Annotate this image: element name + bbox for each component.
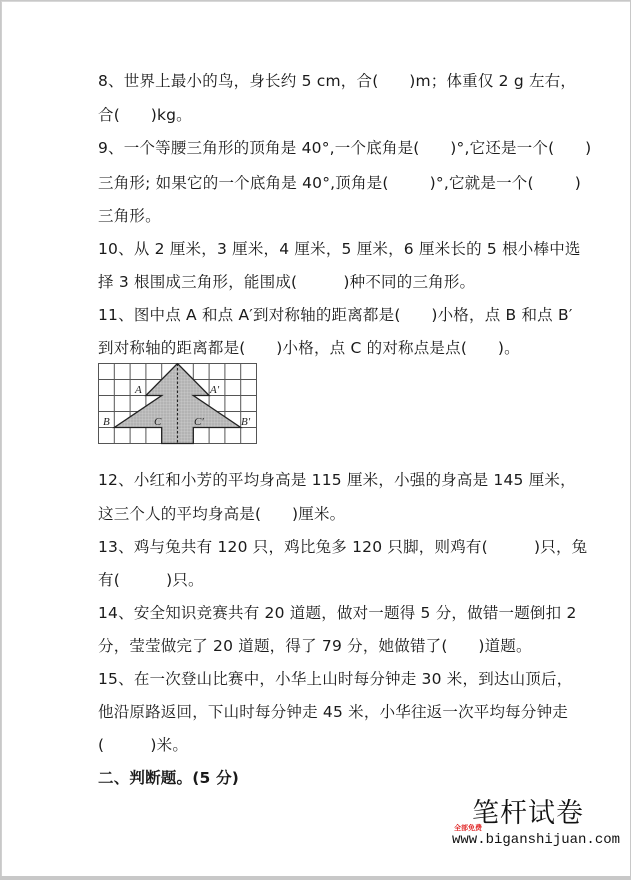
label-b: B xyxy=(103,416,110,428)
label-c-prime: C′ xyxy=(194,416,204,428)
question-8-line-1: 8、世界上最小的鸟，身长约 5 cm，合( )m；体重仅 2 g 左右， xyxy=(98,72,577,90)
question-12-line-1: 12、小红和小芳的平均身高是 115 厘米，小强的身高是 145 厘米， xyxy=(98,471,576,489)
question-14-line-1: 14、安全知识竞赛共有 20 道题，做对一题得 5 分，做错一题倒扣 2 xyxy=(98,604,577,622)
section-heading-judgement: 二、判断题。(5 分) xyxy=(98,769,240,787)
question-13-line-1: 13、鸡与兔共有 120 只，鸡比兔多 120 只脚，则鸡有( )只，兔 xyxy=(98,538,588,556)
question-10-line-1: 10、从 2 厘米，3 厘米，4 厘米，5 厘米，6 厘米长的 5 根小棒中选 xyxy=(98,240,581,258)
question-14-line-2: 分，莹莹做完了 20 道题，得了 79 分，她做错了( )道题。 xyxy=(98,637,532,655)
label-c: C xyxy=(154,416,162,428)
question-11-line-2: 到对称轴的距离都是( )小格，点 C 的对称点是点( )。 xyxy=(98,339,520,357)
watermark-title: 笔杆试卷 xyxy=(472,798,584,829)
grid-tree-diagram xyxy=(98,363,258,445)
question-15-line-3: ( )米。 xyxy=(98,736,189,754)
watermark-url: www.biganshijuan.com xyxy=(452,832,621,848)
question-10-line-2: 择 3 根围成三角形，能围成( )种不同的三角形。 xyxy=(98,273,476,291)
question-8-line-2: 合( )kg。 xyxy=(98,106,192,124)
question-11-line-1: 11、图中点 A 和点 A′到对称轴的距离都是( )小格，点 B 和点 B′ xyxy=(98,306,573,324)
watermark-logo xyxy=(454,798,624,858)
question-13-line-2: 有( )只。 xyxy=(98,571,204,589)
question-12-line-2: 这三个人的平均身高是( )厘米。 xyxy=(98,505,346,523)
label-a-prime: A′ xyxy=(210,384,220,396)
symmetry-tree-figure xyxy=(98,363,258,445)
label-b-prime: B′ xyxy=(241,416,251,428)
question-15-line-2: 他沿原路返回，下山时每分钟走 45 米，小华往返一次平均每分钟走 xyxy=(98,703,568,721)
exam-page xyxy=(1,1,630,876)
question-15-line-1: 15、在一次登山比赛中，小华上山时每分钟走 30 米，到达山顶后， xyxy=(98,670,573,688)
watermark-free-badge: 全部免费 xyxy=(454,824,482,832)
question-9-line-2: 三角形; 如果它的一个底角是 40°,顶角是( )°,它就是一个( ) xyxy=(98,174,581,192)
question-9-line-3: 三角形。 xyxy=(98,207,161,225)
question-9-line-1: 9、一个等腰三角形的顶角是 40°,一个底角是( )°,它还是一个( ) xyxy=(98,139,592,157)
label-a: A xyxy=(135,384,142,396)
